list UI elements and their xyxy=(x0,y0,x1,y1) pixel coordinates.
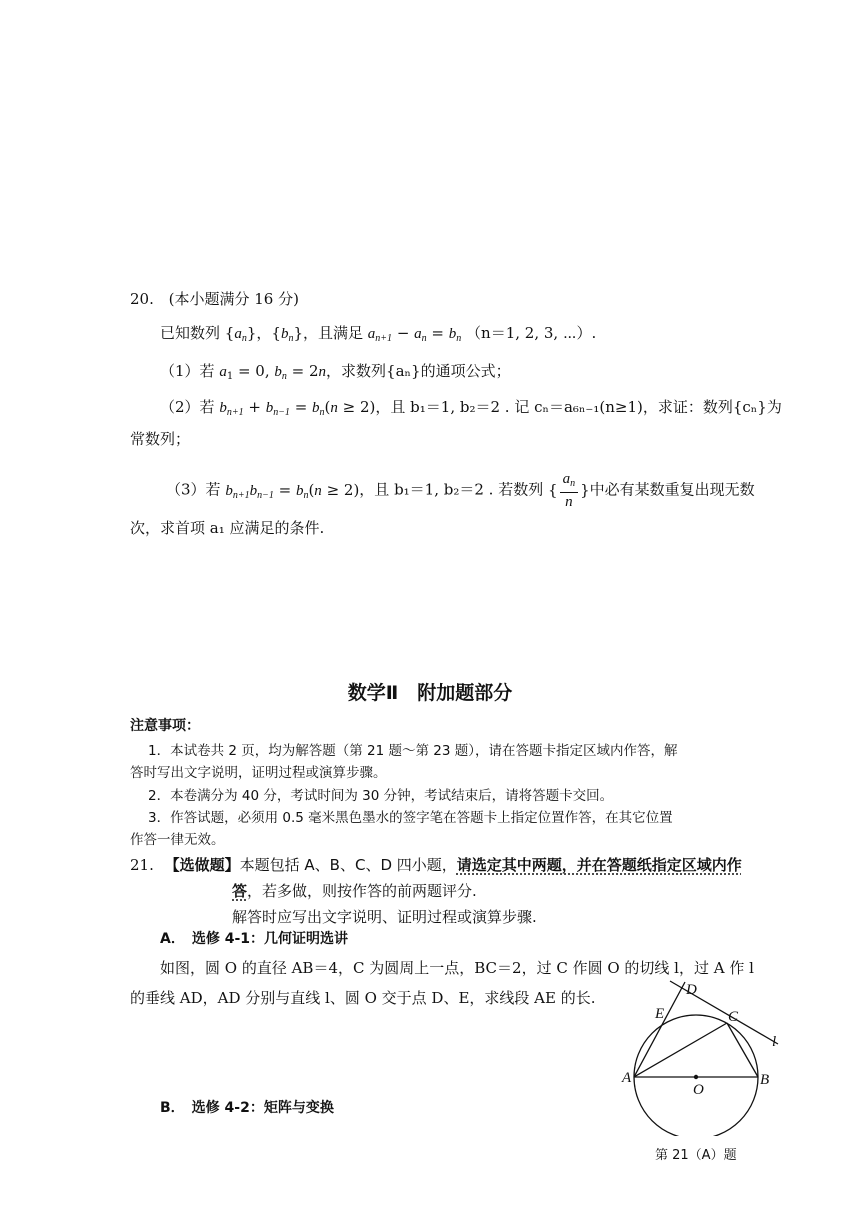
q21b-label: B． 选修 4-2：矩阵与变换 xyxy=(160,1100,334,1116)
fraction-an-over-n: { $\frac{a_n}{n}$ } xyxy=(548,471,590,510)
geometry-figure xyxy=(610,978,800,1136)
figure-caption: 第 21（A）题 xyxy=(655,1148,737,1163)
notice-item-3b: 作答一律无效。 xyxy=(130,832,225,848)
label-d: D xyxy=(686,982,697,998)
q21a-text-1: 如图，圆 O 的直径 AB＝4，C 为圆周上一点，BC＝2，过 C 作圆 O 的切线 l，过 A 作 l xyxy=(160,959,754,977)
notice-item-1b: 答时写出文字说明，证明过程或演算步骤。 xyxy=(130,765,387,781)
label-o: O xyxy=(693,1082,704,1098)
seq-b: $\{b_n\}$ xyxy=(271,324,303,344)
q20-part1 xyxy=(160,360,511,382)
q21-emphasis: 请选定其中两题，并在答题纸指定区域内作 xyxy=(456,856,742,874)
q20-p3-text-b: 中必有某数重复出现无数 xyxy=(589,480,755,499)
q20-p1-label: （1）若 xyxy=(160,362,215,380)
q21-line3: 解答时应写出文字说明、证明过程或演算步骤. xyxy=(232,908,537,926)
q20-part3 xyxy=(166,470,755,511)
q21a-label: A． 选修 4-1：几何证明选讲 xyxy=(160,931,349,947)
q20-p2-text: ，且 b₁＝1, b₂＝2 . 记 cₙ＝a₆ₙ₋₁(n≥1)，求证：数列{cₙ}为 xyxy=(375,398,782,416)
q20-part2 xyxy=(160,396,782,418)
center-point-o xyxy=(694,1075,698,1079)
q20-given-mid: ，且满足 xyxy=(303,324,364,342)
p1-condition: $a_1 = 0$, $b_n = 2n$ xyxy=(219,362,327,382)
q21-rest: ，若多做，则按作答的前两题评分. xyxy=(247,882,477,900)
q20-score-note: (本小题满分 16 分) xyxy=(168,290,299,308)
notice-item-1a: 1．本试卷共 2 页，均为解答题（第 21 题～第 23 题），请在答题卡指定区域内作答，解 xyxy=(148,743,678,759)
q21-line2 xyxy=(232,880,477,901)
q21-emphasis-2: 答 xyxy=(232,882,248,900)
q20-part3-cont: 次，求首项 a₁ 应满足的条件. xyxy=(130,519,325,537)
q20-p2-label: （2）若 xyxy=(160,398,215,416)
q20-number: 20. xyxy=(130,290,154,308)
q20-given-suffix: （n＝1, 2, 3, ⋯）. xyxy=(466,324,597,342)
q21a-text-2: 的垂线 AD，AD 分别与直线 l、圆 O 交于点 D、E，求线段 AE 的长. xyxy=(130,989,596,1007)
label-e: E xyxy=(655,1006,665,1022)
notice-heading: 注意事项： xyxy=(130,718,200,734)
recurrence-formula: $a_{n+1} - a_n = b_n$ xyxy=(367,324,462,344)
label-b: B xyxy=(760,1072,770,1088)
label-l: l xyxy=(772,1034,777,1050)
q21-number: 21. xyxy=(130,856,154,874)
segment-bc xyxy=(727,1023,758,1077)
q21-line1 xyxy=(130,854,742,875)
seq-a: $\{a_n\}$ xyxy=(224,324,257,344)
label-a: A xyxy=(622,1070,632,1086)
q20-given: 已知数列 $\{a_n\}$，$\{b_n\}$，且满足 $a_{n+1} - a_n = b_n$ （n＝1, 2, 3, ⋯）. xyxy=(160,324,597,344)
q21-intro: 本题包括 A、B、C、D 四小题， xyxy=(239,856,457,874)
q20-part2-cont: 常数列； xyxy=(130,430,191,448)
q20-given-prefix: 已知数列 xyxy=(160,324,221,342)
p3-condition: $b_{n+1}b_{n-1} = b_n(n \ge 2)$ xyxy=(225,480,360,501)
p2-condition: $b_{n+1} + b_{n-1} = b_n(n \ge 2)$ xyxy=(219,398,376,418)
q20-p3-text-a: ，且 b₁＝1, b₂＝2 . 若数列 xyxy=(359,480,544,499)
notice-item-3a: 3．作答试题，必须用 0.5 毫米黑色墨水的签字笔在答题卡上指定位置作答，在其它位置 xyxy=(148,810,673,826)
q20-header xyxy=(130,288,299,309)
q21-tag: 【选做题】 xyxy=(164,856,240,874)
label-c: C xyxy=(728,1009,739,1025)
notice-item-2: 2．本卷满分为 40 分，考试时间为 30 分钟，考试结束后，请将答题卡交回。 xyxy=(148,788,614,804)
section-title: 数学Ⅱ 附加题部分 xyxy=(347,682,513,704)
q20-p1-text: ，求数列{aₙ}的通项公式； xyxy=(326,362,511,380)
q20-p3-label: （3）若 xyxy=(166,480,221,499)
